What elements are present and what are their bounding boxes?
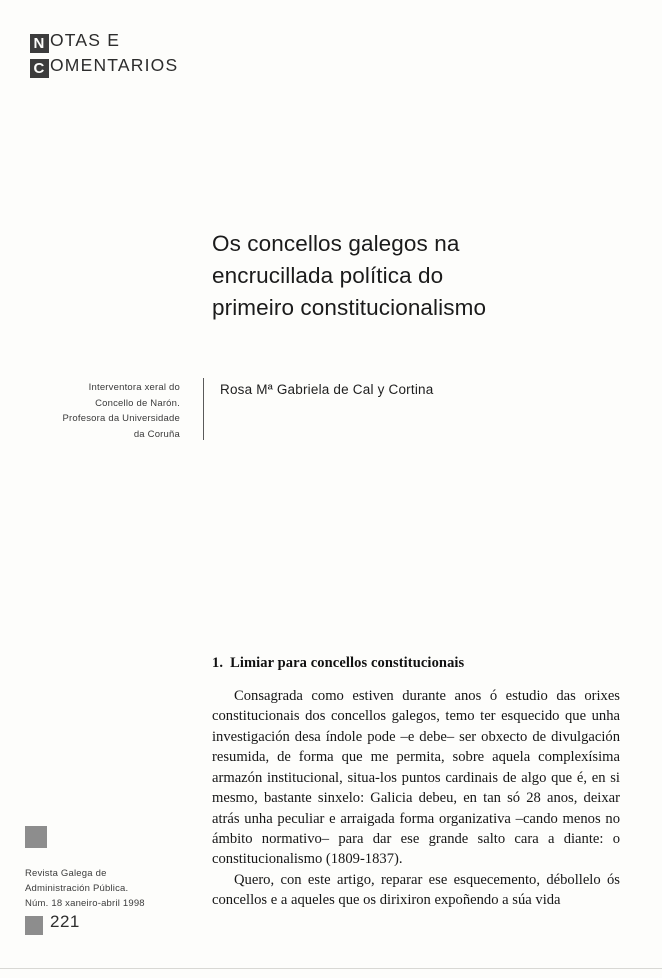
journal-colophon — [25, 866, 205, 912]
colophon-line-3: Núm. 18 xaneiro-abril 1998 — [25, 898, 145, 910]
affiliation-line-1: Interventora xeral do — [88, 382, 180, 393]
bottom-divider — [0, 968, 662, 969]
body-column — [212, 655, 620, 911]
author-divider-rule — [203, 378, 204, 440]
author-name: Rosa Mª Gabriela de Cal y Cortina — [220, 382, 434, 397]
header-text-comentarios: OMENTARIOS — [50, 55, 179, 76]
header-line-comentarios — [30, 53, 350, 78]
header-dropcap-c: C — [30, 59, 49, 78]
title-line-2: encrucillada política do — [212, 262, 444, 288]
body-paragraph-2: Quero, con este artigo, reparar ese esquecemento, débollelo ós concellos e a aqueles que os dirixiron expoñendo a súa vida — [212, 871, 620, 909]
page-number: 221 — [50, 912, 80, 931]
page-header — [30, 28, 350, 79]
title-line-3: primeiro constitucionalismo — [212, 294, 487, 320]
body-paragraph-1: Consagrada como estiven durante anos ó estudio das orixes constitucionais dos concellos galegos, temo ter esquecido que unha investigación desa índole pode –e debe– ser obxecto de divulgación resumida, de forma que me permita, sobre aquela complexísima armazón institucional, situa-los puntos cardinais de algo que é, en si mesmo, bastante sinxelo: Galicia debeu, en tan só 28 anos, deixar atrás unha peculiar e arraigada forma organizativa –cando menos no ámbito normativo– para dar ese grande salto cara a diante: o constitucionalismo (1809-1837). — [212, 688, 620, 868]
title-line-1: Os concellos galegos na — [212, 231, 460, 256]
affiliation-line-4: da Coruña — [133, 429, 180, 441]
section-number: 1. — [212, 655, 224, 671]
header-dropcap-n: N — [30, 34, 49, 53]
author-affiliation — [40, 380, 180, 443]
page-title — [212, 228, 632, 324]
header-text-notas: OTAS E — [50, 30, 121, 50]
affiliation-line-2: Concello de Narón. — [95, 397, 180, 409]
colophon-line-2: Administración Pública. — [25, 883, 129, 895]
section-heading — [212, 655, 620, 672]
colophon-line-1: Revista Galega de — [25, 868, 107, 879]
affiliation-line-3: Profesora da Universidade — [62, 413, 180, 425]
section-title: Limiar para concellos constitucionais — [230, 655, 465, 671]
header-line-notas — [30, 28, 350, 53]
page-number-marker — [25, 916, 43, 935]
decorative-square-mark — [25, 826, 47, 848]
